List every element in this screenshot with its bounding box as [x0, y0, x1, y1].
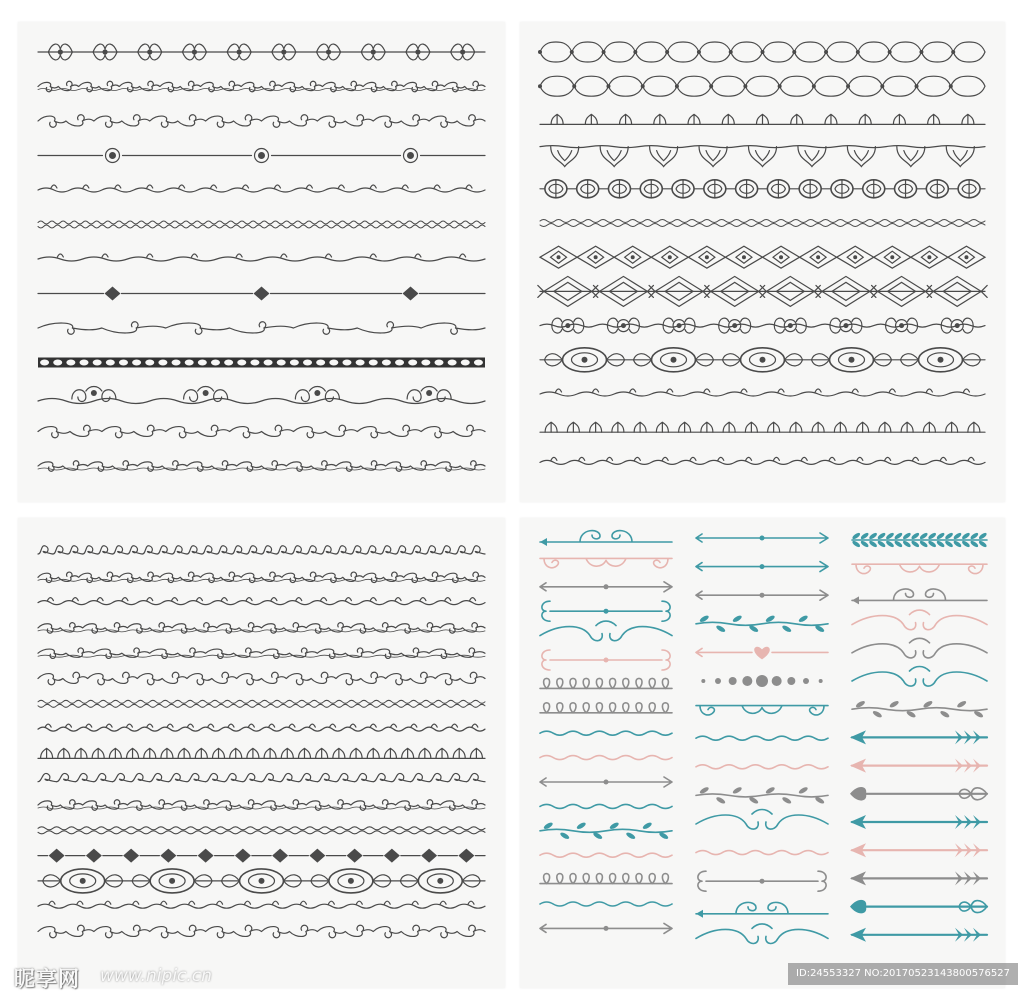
handdrawn-divider-3-13 — [850, 871, 987, 885]
handdrawn-divider-2-13 — [698, 871, 826, 891]
divider-row-5 — [38, 648, 485, 658]
handdrawn-divider-1-13 — [540, 821, 672, 840]
divider-row-5 — [540, 180, 985, 198]
divider-row-4 — [540, 146, 985, 167]
handdrawn-divider-1-17 — [540, 923, 672, 933]
divider-set-fine-border — [18, 518, 505, 988]
handdrawn-divider-1-11 — [540, 777, 672, 787]
divider-row-14 — [38, 869, 485, 893]
handdrawn-divider-3-8 — [850, 730, 987, 744]
handdrawn-divider-3-5 — [852, 638, 987, 658]
divider-row-8 — [38, 287, 485, 301]
divider-row-2 — [38, 81, 485, 91]
handdrawn-divider-1-4 — [542, 601, 670, 621]
ornament-panel-bottom-right — [520, 518, 1005, 988]
handdrawn-divider-3-7 — [852, 700, 987, 719]
divider-set-handdrawn-colored — [520, 518, 1005, 988]
handdrawn-divider-1-3 — [540, 582, 672, 592]
divider-row-8 — [538, 276, 987, 306]
watermark-id-badge: ID:24553327 NO:20170523143800576527 — [788, 963, 1018, 985]
divider-row-5 — [38, 185, 485, 192]
handdrawn-divider-1-8 — [540, 703, 672, 713]
divider-row-10 — [38, 773, 485, 781]
divider-row-12 — [540, 422, 985, 432]
handdrawn-divider-3-4 — [852, 610, 987, 630]
handdrawn-right-column — [850, 532, 988, 942]
divider-row-11 — [38, 387, 485, 404]
handdrawn-divider-2-8 — [696, 736, 828, 740]
divider-row-12 — [38, 827, 485, 834]
handdrawn-middle-column — [696, 533, 828, 943]
handdrawn-left-column — [540, 531, 672, 934]
handdrawn-divider-2-9 — [696, 765, 828, 769]
divider-row-13 — [38, 461, 485, 471]
handdrawn-divider-2-3 — [696, 590, 828, 600]
divider-row-6 — [540, 220, 985, 227]
handdrawn-divider-2-5 — [696, 647, 828, 660]
divider-set-black-ornamental — [18, 22, 505, 502]
handdrawn-divider-2-12 — [696, 851, 828, 855]
handdrawn-divider-2-15 — [696, 924, 828, 944]
divider-row-1 — [538, 42, 985, 62]
handdrawn-divider-2-14 — [696, 902, 828, 917]
divider-row-12 — [38, 425, 485, 438]
handdrawn-divider-3-10 — [850, 787, 987, 801]
handdrawn-divider-3-14 — [850, 900, 987, 914]
handdrawn-divider-2-2 — [696, 562, 828, 572]
divider-row-6 — [38, 221, 485, 228]
handdrawn-divider-2-11 — [696, 810, 828, 830]
divider-row-6 — [38, 672, 485, 685]
ornament-panel-top-right — [520, 22, 1005, 502]
handdrawn-divider-1-12 — [540, 804, 672, 808]
divider-set-lace-diamond — [520, 22, 1005, 502]
divider-row-7 — [38, 254, 485, 261]
handdrawn-divider-3-12 — [850, 843, 987, 857]
divider-row-7 — [38, 700, 485, 707]
handdrawn-divider-3-6 — [852, 667, 987, 687]
divider-row-1 — [38, 44, 485, 60]
ornament-panel-bottom-left — [18, 518, 505, 988]
divider-row-4 — [38, 623, 485, 633]
divider-row-9 — [38, 748, 485, 758]
handdrawn-divider-1-5 — [540, 621, 672, 641]
handdrawn-divider-3-15 — [850, 928, 987, 942]
divider-row-1 — [38, 546, 485, 554]
watermark-logo: 昵享网 — [14, 967, 80, 991]
handdrawn-divider-1-1 — [540, 531, 672, 546]
divider-row-4 — [38, 149, 485, 163]
handdrawn-divider-2-1 — [696, 533, 828, 543]
handdrawn-divider-1-9 — [540, 731, 672, 735]
divider-row-11 — [540, 389, 985, 396]
divider-row-10 — [540, 348, 985, 372]
divider-row-13 — [38, 849, 485, 863]
handdrawn-divider-1-7 — [540, 678, 672, 688]
handdrawn-divider-3-2 — [852, 564, 987, 573]
divider-row-2 — [538, 76, 985, 96]
divider-row-13 — [540, 457, 985, 464]
handdrawn-divider-2-7 — [696, 706, 828, 715]
handdrawn-divider-1-16 — [540, 902, 672, 906]
divider-row-8 — [38, 724, 485, 731]
divider-row-9 — [540, 318, 985, 333]
handdrawn-divider-2-6 — [701, 675, 822, 687]
handdrawn-divider-2-4 — [696, 614, 828, 633]
handdrawn-divider-3-11 — [850, 815, 987, 829]
handdrawn-divider-3-3 — [852, 589, 987, 604]
handdrawn-divider-1-2 — [540, 558, 672, 567]
divider-row-11 — [38, 800, 485, 810]
handdrawn-divider-1-14 — [540, 853, 672, 857]
watermark-url: www.nipic.cn — [100, 966, 212, 986]
ornament-panel-top-left — [18, 22, 505, 502]
divider-row-9 — [38, 322, 485, 335]
handdrawn-divider-1-10 — [540, 756, 672, 760]
handdrawn-divider-1-15 — [540, 874, 672, 884]
divider-row-16 — [38, 925, 485, 938]
divider-row-3 — [38, 115, 485, 128]
divider-row-7 — [540, 246, 985, 268]
divider-row-3 — [38, 598, 485, 605]
handdrawn-divider-1-6 — [542, 650, 670, 670]
handdrawn-divider-3-9 — [850, 759, 987, 773]
handdrawn-divider-2-10 — [696, 786, 828, 805]
divider-row-15 — [38, 901, 485, 908]
divider-row-3 — [540, 114, 985, 124]
divider-row-2 — [38, 572, 485, 582]
handdrawn-divider-3-1 — [851, 532, 987, 548]
divider-row-10 — [38, 358, 485, 368]
